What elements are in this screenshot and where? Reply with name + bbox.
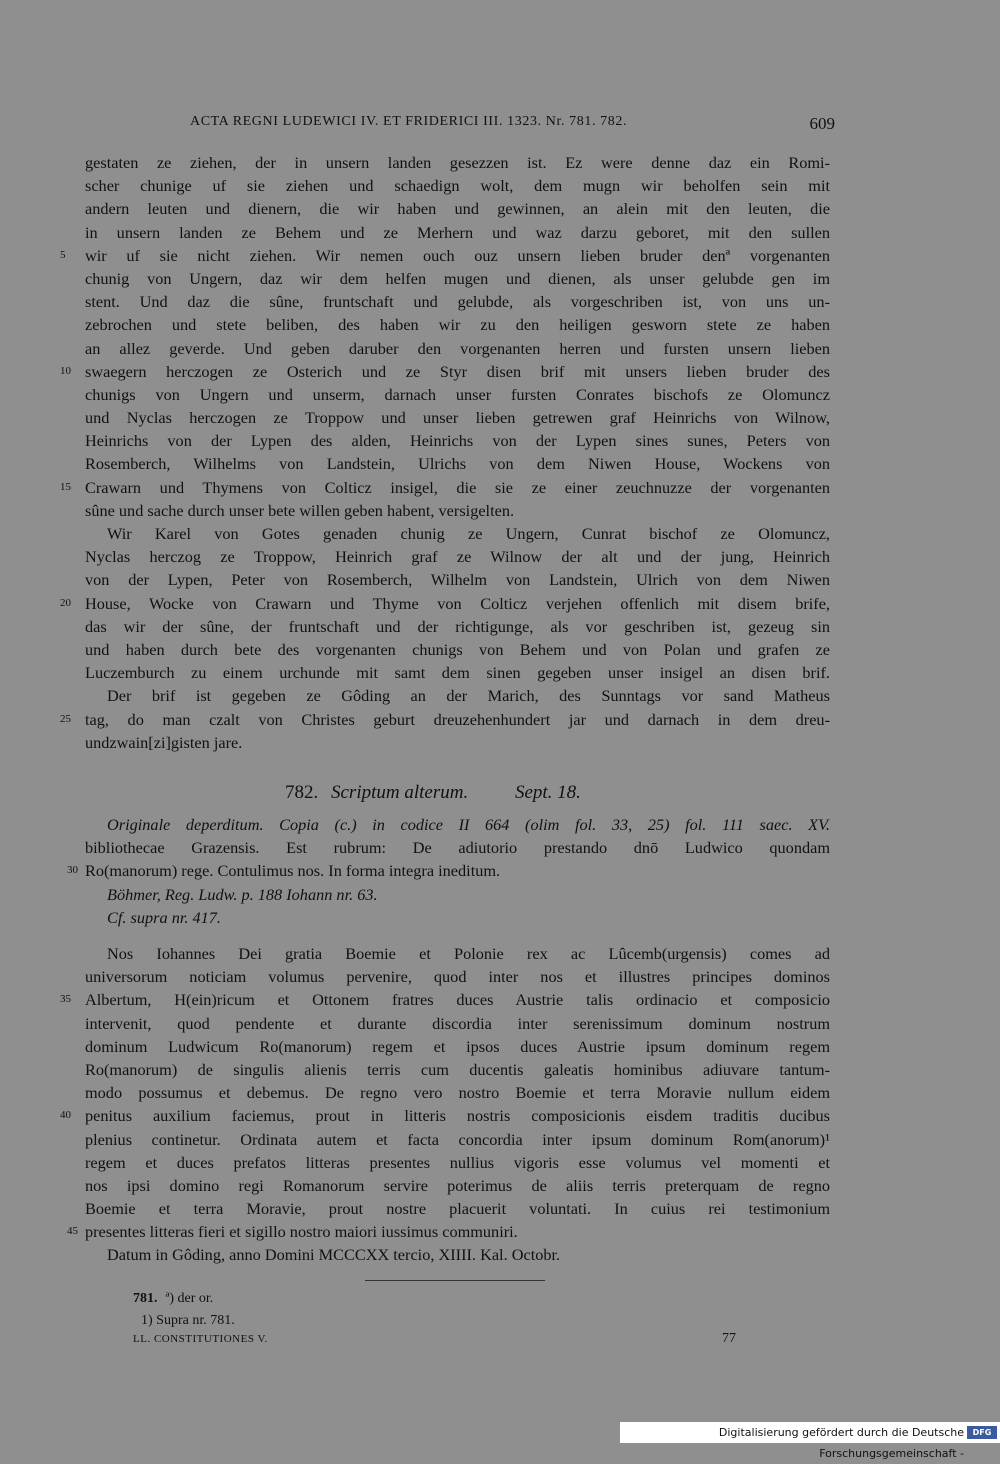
apparatus-line [85, 836, 830, 859]
line-text: chunigs von Ungern und unserm, darnach unser fursten Conrates bischofs ze Olomuncz [85, 384, 830, 404]
line-text: swaegern herczogen ze Osterich und ze Styr disen brif mit unsers lieben bruder des [85, 361, 830, 381]
line-text: bibliothecae Grazensis. Est rubrum: De adiutorio prestando dnō Ludwico quondam [85, 838, 830, 858]
text-line [85, 942, 830, 965]
line-text: Boemie et terra Moravie, prout nostre placuerit voluntati. In cuius rei testimonium [85, 1199, 830, 1219]
text-line [85, 1081, 830, 1104]
line-text: intervenit, quod pendente et durante discordia inter serenissimum dominum nostrum [85, 1013, 830, 1033]
line-text: undzwain[zi]gisten jare. [85, 732, 243, 752]
text-line [85, 499, 830, 522]
line-number: 45 [67, 1225, 78, 1238]
line-text: presentes litteras fieri et sigillo nostro maiori iussimus communiri. [85, 1222, 518, 1242]
line-text: chunig von Ungern, daz wir dem helfen mugen und dienen, als unser gelubde gen im [85, 268, 830, 288]
line-text: zebrochen und stete beliben, des haben wir zu den heiligen gesworn stete ze haben [85, 315, 830, 335]
line-text: gestaten ze ziehen, der in unsern landen gesezzen ist. Ez were denne daz ein Romi- [85, 153, 830, 172]
text-line [85, 406, 830, 429]
line-text: Luczemburch zu einem urchunde mit samt dem sinen gegeben unser insigel an disen brif. [85, 663, 830, 683]
document-782-date: Sept. 18. [514, 782, 581, 803]
text-line [60, 708, 830, 731]
text-line [85, 1012, 830, 1035]
line-text: und haben durch bete des vorgenanten chunigs von Behem und von Polan und grafen ze [85, 639, 830, 659]
line-text: und Nyclas herczogen ze Troppow und unser lieben getrewen graf Heinrichs von Wilnow, [85, 408, 830, 428]
apparatus-line [85, 813, 830, 836]
text-line [85, 1243, 830, 1266]
document-782-heading [285, 782, 581, 804]
text-line [85, 337, 830, 360]
footnote-mark: 781. [133, 1291, 158, 1306]
line-text: an allez geverde. Und geben daruber den vorgenanten herren und fursten unsern lieben [85, 338, 830, 358]
text-line [85, 684, 830, 707]
line-text: modo possumus et debemus. De regno vero nostro Boemie et terra Moravie nullum eidem [85, 1083, 830, 1103]
text-line [85, 545, 830, 568]
line-number: 30 [67, 864, 78, 877]
text-line [67, 1220, 830, 1243]
line-text: penitus auxilium faciemus, prout in litteris nostris composicionis eisdem traditis ducibus [85, 1106, 830, 1126]
line-number: 25 [60, 712, 71, 725]
printer-signature: LL. CONSTITUTIONES V. [133, 1333, 268, 1345]
line-text: Rosemberch, Wilhelms von Landstein, Ulrichs von dem Niwen House, Wockens von [85, 454, 830, 474]
line-text: wir uf sie nicht ziehen. Wir nemen ouch ouz unsern lieben bruder denª vorgenanten [85, 245, 830, 265]
line-number: 20 [60, 596, 71, 609]
line-text: von der Lypen, Peter von Rosemberch, Wilhelm von Landstein, Ulrich von dem Niwen [85, 570, 830, 590]
line-text: Ro(manorum) rege. Contulimus nos. In forma integra ineditum. [85, 861, 501, 881]
text-line [85, 151, 830, 174]
text-line [85, 615, 830, 638]
line-number: 5 [60, 248, 66, 261]
line-text: Cf. supra nr. 417. [107, 907, 221, 927]
line-text: das wir der sûne, der fruntschaft und der richtigunge, als vor geschriben ist, gezeug sin [85, 616, 830, 636]
text-line [85, 661, 830, 684]
line-text: Heinrichs von der Lypen des alden, Heinrichs von der Lypen sines sunes, Peters von [85, 431, 830, 451]
text-line [60, 476, 830, 499]
footnote [133, 1288, 633, 1310]
line-text: nos ipsi domino regi Romanorum servire poterimus de aliis terris preterquam de regno [85, 1175, 830, 1195]
line-text: Originale deperditum. Copia (c.) in codice II 664 (olim fol. 33, 25) fol. 111 saec. XV. [107, 815, 830, 834]
line-text: Datum in Gôding, anno Domini MCCCXX tercio, XIIII. Kal. Octobr. [107, 1245, 561, 1265]
line-text: regem et duces prefatos litteras presentes nullius vigoris esse volumus vel momenti et [85, 1152, 830, 1172]
footnotes [133, 1288, 633, 1332]
line-text: Der brif ist gegeben ze Gôding an der Marich, des Sunntags vor sand Matheus [107, 686, 830, 706]
page-number: 609 [809, 114, 835, 133]
line-text: Ro(manorum) de singulis alienis terris cum ducentis galeatis hominibus adiuvare tantum- [85, 1059, 830, 1079]
text-line [85, 1128, 830, 1151]
text-line [85, 1058, 830, 1081]
text-line [85, 638, 830, 661]
text-line [85, 1197, 830, 1220]
line-text: Nyclas herczog ze Troppow, Heinrich graf ze Wilnow der alt und der jung, Heinrich [85, 547, 830, 567]
footnote-text: 1) Supra nr. 781. [141, 1313, 235, 1328]
document-782-apparatus [67, 813, 830, 929]
footnote-text: ª) der or. [165, 1291, 214, 1306]
document-782-title: Scriptum alterum. [331, 782, 469, 803]
text-line [85, 221, 830, 244]
line-number: 10 [60, 364, 71, 377]
text-line [85, 267, 830, 290]
text-line [85, 452, 830, 475]
dfg-funding-notice [620, 1422, 1000, 1460]
text-line [85, 568, 830, 591]
text-line [60, 244, 830, 267]
text-line [85, 197, 830, 220]
apparatus-line [85, 906, 830, 929]
line-text: tag, do man czalt von Christes geburt dreuzehenhundert jar und darnach in dem dreu- [85, 709, 830, 729]
page-header [85, 114, 835, 136]
running-title: ACTA REGNI LUDEWICI IV. ET FRIDERICI III. 1323. Nr. 781. 782. [190, 114, 628, 129]
text-line [60, 988, 830, 1011]
line-text: Crawarn und Thymens von Colticz insigel, die sie ze einer zeuchnuzze der vorgenanten [85, 477, 830, 497]
line-number: 15 [60, 480, 71, 493]
document-782-number: 782. [285, 782, 319, 803]
document-781-body [60, 151, 830, 754]
line-text: in unsern landen ze Behem und ze Merhern und waz darzu geboret, mit den sullen [85, 222, 830, 242]
text-line [85, 731, 830, 754]
line-text: stent. Und daz die sûne, fruntschaft und gelubde, als vorgeschriben ist, von uns un- [85, 292, 830, 312]
line-text: dominum Ludwicum Ro(manorum) regem et ipsos duces Austrie ipsum dominum regem [85, 1036, 830, 1056]
text-line [60, 360, 830, 383]
line-number: 40 [60, 1109, 71, 1122]
text-line [60, 1104, 830, 1127]
line-text: Albertum, H(ein)ricum et Ottonem fratres duces Austrie talis ordinacio et composicio [85, 990, 830, 1010]
text-line [85, 290, 830, 313]
text-line [85, 313, 830, 336]
dfg-logo-icon: DFG [967, 1426, 997, 1439]
text-line [85, 174, 830, 197]
text-line [60, 592, 830, 615]
text-line [85, 1174, 830, 1197]
text-line [85, 965, 830, 988]
dfg-notice-text: Digitalisierung gefördert durch die Deutsche Forschungsgemeinschaft - [718, 1426, 964, 1460]
apparatus-line [67, 859, 830, 882]
text-line [85, 429, 830, 452]
line-text: scher chunige uf sie ziehen und schaedign wolt, dem mugn wir beholfen sein mit [85, 176, 830, 196]
line-text: universorum noticiam volumus pervenire, quod inter nos et illustres principes dominos [85, 967, 830, 987]
line-text: sûne und sache durch unser bete willen geben habent, versigelten. [85, 500, 515, 520]
signature-page-number: 77 [722, 1331, 736, 1346]
apparatus-line [85, 883, 830, 906]
text-line [85, 522, 830, 545]
document-782-body [60, 942, 830, 1267]
line-number: 35 [60, 993, 71, 1006]
line-text: Böhmer, Reg. Ludw. p. 188 Iohann nr. 63. [107, 884, 378, 904]
line-text: Wir Karel von Gotes genaden chunig ze Ungern, Cunrat bischof ze Olomuncz, [107, 524, 830, 543]
line-text: plenius continetur. Ordinata autem et facta concordia inter ipsum dominum Rom(anorum)¹ [85, 1129, 830, 1149]
footnote [133, 1310, 633, 1332]
footnote-divider [365, 1280, 545, 1281]
line-text: andern leuten und dienern, die wir haben und gewinnen, an alein mit den leuten, die [85, 199, 830, 219]
line-text: House, Wocke von Crawarn und Thyme von Colticz verjehen offenlich mit disem brife, [85, 593, 830, 613]
line-text: Nos Iohannes Dei gratia Boemie et Polonie rex ac Lûcemb(urgensis) comes ad [107, 944, 830, 963]
text-line [85, 1035, 830, 1058]
text-line [85, 383, 830, 406]
text-line [85, 1151, 830, 1174]
